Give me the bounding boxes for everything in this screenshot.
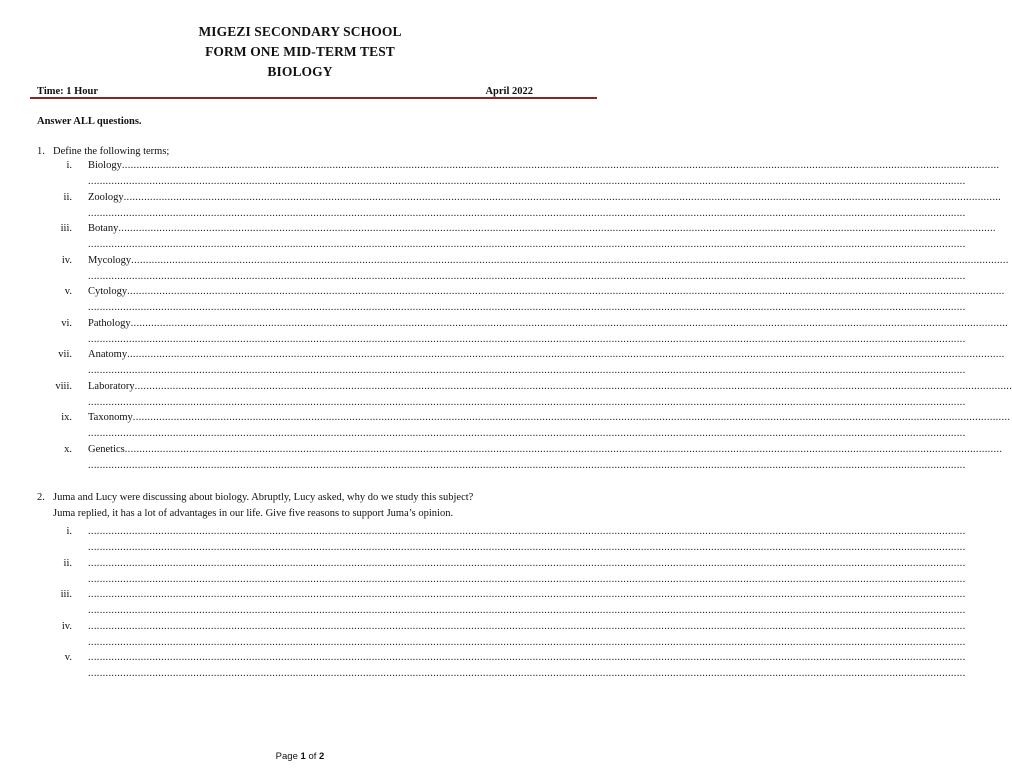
item-numeral: vii. [58,349,72,360]
item-numeral: ii. [63,191,72,203]
question-text-line-2: Juma replied, it has a lot of advantages in our life. Give five reasons to support Juma’s opinion. [53,508,454,519]
item-numeral: viii. [55,380,72,392]
term-item [0,317,1009,345]
answer-line[interactable]: ............................................................................................................................................................................................................................................................................................................ [88,652,966,663]
instructions: Answer ALL questions. [37,116,142,127]
reason-item [0,589,966,616]
answer-line-continuation[interactable]: ............................................................................................................................................................................................................................................................................................................ [88,428,966,439]
term-item [0,191,1002,219]
item-numeral: iv. [61,620,72,632]
question-number: 2. [37,492,45,503]
answer-line-continuation[interactable]: ............................................................................................................................................................................................................................................................................................................ [88,365,966,376]
item-numeral: iii. [60,589,72,600]
answer-line[interactable]: ............................................................................................................................................................................................................................................................................................................ [88,620,966,632]
answer-line-continuation[interactable]: ............................................................................................................................................................................................................................................................................................................ [88,542,966,553]
item-numeral: ii. [63,557,72,569]
reason-item [0,557,966,585]
term-label: Genetics [88,443,125,455]
term-label: Taxonomy [88,412,133,423]
answer-line[interactable]: Biology............................................................................................................................................................................................................................................................................................................ [88,160,1000,171]
term-label: Pathology [88,317,131,329]
term-item [0,160,1000,187]
answer-line[interactable]: Zoology............................................................................................................................................................................................................................................................................................................ [88,191,1002,203]
term-item [0,286,1005,313]
term-label: Laboratory [88,380,135,392]
item-numeral: v. [64,286,72,297]
answer-line-continuation[interactable]: ............................................................................................................................................................................................................................................................................................................ [88,302,966,313]
term-item [0,349,1005,376]
question-1 [37,144,169,160]
page-total: 2 [319,751,325,762]
term-item [0,412,1011,439]
item-numeral: vi. [61,317,72,329]
question-2 [37,490,567,522]
school-name: MIGEZI SECONDARY SCHOOL [198,24,402,39]
answer-line-continuation[interactable]: ............................................................................................................................................................................................................................................................................................................ [88,239,966,250]
question-number: 1. [37,146,45,157]
answer-line[interactable]: Mycology............................................................................................................................................................................................................................................................................................................ [88,254,1009,266]
item-numeral: ix. [61,412,72,423]
page-footer [0,751,600,762]
answer-line[interactable]: Anatomy............................................................................................................................................................................................................................................................................................................ [88,349,1005,360]
question-text: Define the following terms; [53,146,170,157]
answer-line-continuation[interactable]: ............................................................................................................................................................................................................................................................................................................ [88,573,966,585]
reason-item [0,652,966,679]
answer-line-continuation[interactable]: ............................................................................................................................................................................................................................................................................................................ [88,459,966,471]
answer-line-continuation[interactable]: ............................................................................................................................................................................................................................................................................................................ [88,176,966,187]
page-of-label: of [308,751,317,762]
answer-line-continuation[interactable]: ............................................................................................................................................................................................................................................................................................................ [88,207,966,219]
header-divider [30,97,597,99]
item-numeral: iv. [61,254,72,266]
exam-title: FORM ONE MID-TERM TEST [205,44,395,59]
page-current: 1 [300,751,306,762]
term-item [0,254,1009,282]
exam-date: April 2022 [485,86,533,97]
answer-line[interactable]: Laboratory............................................................................................................................................................................................................................................................................................................ [88,380,1012,392]
answer-line[interactable]: Cytology............................................................................................................................................................................................................................................................................................................ [88,286,1005,297]
time-allowed: Time: 1 Hour [37,86,99,97]
answer-line-continuation[interactable]: ............................................................................................................................................................................................................................................................................................................ [88,636,966,648]
term-label: Cytology [88,286,128,297]
item-numeral: iii. [60,223,72,234]
term-item [0,380,1012,408]
answer-line-continuation[interactable]: ............................................................................................................................................................................................................................................................................................................ [88,668,966,679]
term-item [0,223,996,250]
subject-title: BIOLOGY [267,64,333,79]
answer-line-continuation[interactable]: ............................................................................................................................................................................................................................................................................................................ [88,270,966,282]
item-numeral: i. [66,160,72,171]
item-numeral: i. [66,526,72,537]
term-label: Zoology [88,191,124,203]
answer-line[interactable]: Genetics............................................................................................................................................................................................................................................................................................................ [88,443,1003,455]
item-numeral: v. [64,652,72,663]
term-item [0,443,1003,471]
term-label: Anatomy [88,349,128,360]
page-label: Page [275,751,298,762]
answer-line[interactable]: ............................................................................................................................................................................................................................................................................................................ [88,589,966,600]
term-label: Mycology [88,254,132,266]
reason-item [0,526,966,553]
answer-line-continuation[interactable]: ............................................................................................................................................................................................................................................................................................................ [88,605,966,616]
answer-line[interactable]: Pathology............................................................................................................................................................................................................................................................................................................ [88,317,1009,329]
answer-line[interactable]: Taxonomy............................................................................................................................................................................................................................................................................................................ [88,412,1011,423]
answer-line[interactable]: ............................................................................................................................................................................................................................................................................................................ [88,526,966,537]
answer-line-continuation[interactable]: ............................................................................................................................................................................................................................................................................................................ [88,396,966,408]
term-label: Biology [88,160,122,171]
answer-line[interactable]: ............................................................................................................................................................................................................................................................................................................ [88,557,966,569]
question-text-line-1: Juma and Lucy were discussing about biology. Abruptly, Lucy asked, why do we study this subject? [53,492,474,503]
answer-line-continuation[interactable]: ............................................................................................................................................................................................................................................................................................................ [88,333,966,345]
answer-line[interactable]: Botany............................................................................................................................................................................................................................................................................................................ [88,223,996,234]
term-label: Botany [88,223,119,234]
item-numeral: x. [64,443,72,455]
reason-item [0,620,966,648]
